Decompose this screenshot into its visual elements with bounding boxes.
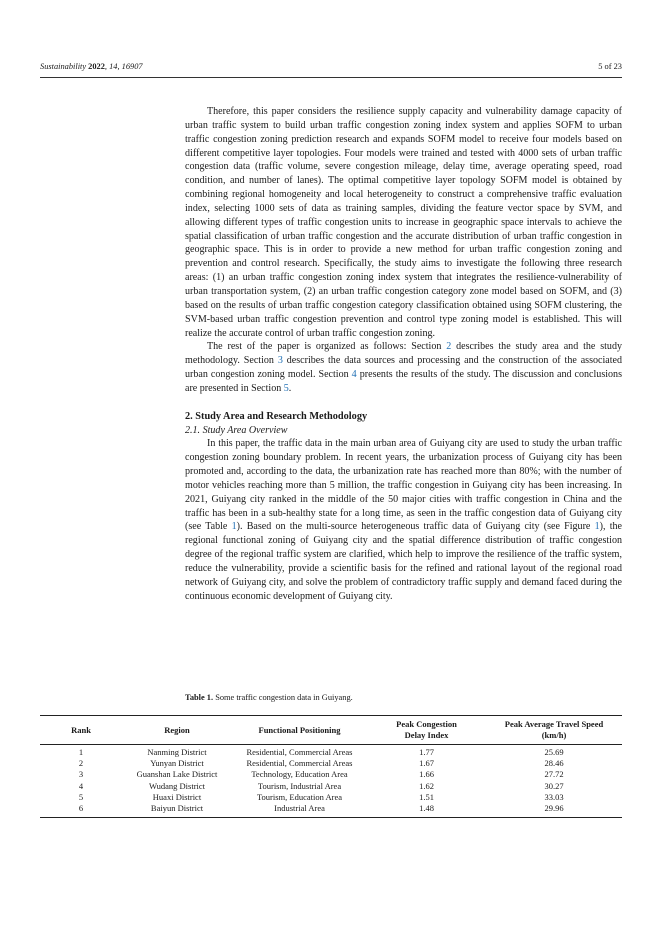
cell-rank: 6 — [78, 803, 84, 814]
cell-speed: 29.96 — [544, 803, 564, 814]
journal-year: 2022 — [88, 62, 105, 71]
table-1-caption — [185, 693, 353, 702]
table-1-link[interactable]: 1 — [231, 521, 237, 533]
congestion-data-table — [40, 715, 622, 818]
text-run: The rest of the paper is organized as follows: Section — [207, 341, 447, 353]
cell-functional: Industrial Area — [274, 803, 325, 814]
table-row — [40, 758, 622, 769]
text-run: describes the data sources and processing and the construction of the associated urban congestion zoning model. Section — [185, 355, 622, 381]
cell-region: Guanshan Lake District — [136, 769, 218, 780]
cell-delay-index: 1.48 — [419, 803, 434, 814]
section-3-link[interactable]: 3 — [277, 355, 283, 367]
table-caption-text: Some traffic congestion data in Guiyang. — [213, 693, 353, 702]
table-caption-label: Table 1. — [185, 693, 214, 702]
text-run: . — [288, 382, 292, 394]
cell-functional: Tourism, Industrial Area — [257, 780, 342, 791]
journal-volume: , 14, 16907 — [104, 62, 143, 71]
cell-rank: 4 — [78, 780, 84, 791]
cell-delay-index: 1.67 — [419, 758, 434, 769]
section-5-link[interactable]: 5 — [283, 382, 289, 394]
text-run: presents the results of the study. The discussion and conclusions are presented in Section — [185, 369, 622, 394]
figure-1-link[interactable]: 1 — [594, 521, 600, 533]
text-run: ). Based on the multi-source heterogeneous traffic data of Guiyang city (see Figure — [236, 521, 595, 533]
cell-speed: 25.69 — [544, 747, 564, 758]
header-divider — [40, 77, 622, 78]
table-row — [40, 769, 622, 780]
section-2-link[interactable]: 2 — [446, 341, 452, 353]
cell-region: Baiyun District — [150, 803, 204, 814]
header-region: Region — [164, 724, 190, 735]
cell-rank: 2 — [78, 758, 84, 769]
table-row — [40, 803, 622, 818]
cell-delay-index: 1.62 — [419, 780, 434, 791]
header-rank: Rank — [71, 724, 91, 735]
cell-speed: 27.72 — [544, 769, 564, 780]
journal-citation — [40, 62, 143, 71]
table-row — [40, 792, 622, 803]
table-row — [40, 745, 622, 759]
cell-functional: Residential, Commercial Areas — [246, 747, 353, 758]
cell-delay-index: 1.66 — [419, 769, 434, 780]
main-text-column — [185, 105, 622, 603]
section-4-link[interactable]: 4 — [351, 369, 357, 381]
cell-rank: 5 — [78, 791, 84, 802]
page-number: 5 of 23 — [598, 62, 622, 71]
text-run: ), the regional functional zoning of Guiyang city and the spatial difference distribution of traffic congestion degree of the regional traffic system are clarified, which help to improve the resilience of the traffic system, reduce the vulnerability, provide a scientific basis for the refined and rational layout of the regional road network of Guiyang city, and solve the problem of contradictory traffic supply and demand faced during the continuous economic development of Guiyang city. — [185, 521, 622, 602]
header-functional-positioning: Functional Positioning — [258, 724, 341, 735]
cell-speed: 30.27 — [544, 780, 564, 791]
table-row — [40, 781, 622, 792]
cell-rank: 1 — [78, 747, 84, 758]
cell-delay-index: 1.51 — [419, 791, 434, 802]
page-header — [40, 62, 622, 71]
cell-delay-index: 1.77 — [419, 747, 434, 758]
cell-rank: 3 — [78, 769, 84, 780]
cell-functional: Residential, Commercial Areas — [246, 758, 353, 769]
intro-paragraph-1: Therefore, this paper considers the resilience supply capacity and vulnerability damage capacity of urban traffic system to build urban traffic congestion zoning index system and applies SOFM to urban traffic congestion zoning prediction research and expands SOFM model to receive four models based on different competitive layer topologies. Four models were trained and tested with 4000 sets of urban traffic congestion data (traffic volume, severe congestion mileage, delay time, average operating speed, road condition, and number of lanes). The optimal competitive layer topology SOFM model is obtained by combining regional homogeneity and local heterogeneity to construct a comprehensive traffic evaluation index, selecting 1000 sets of data as training samples, dividing the feature vector space by SVM, and allowing different types of traffic congestion units to increase in geographic space intervals to achieve the spatial classification of urban traffic congestion and the accurate distribution of urban traffic congestion in geographic space. This is in order to provide a new method for urban traffic congestion zoning and prevention and control research. Specifically, the study aims to investigate the following three research areas: (1) an urban traffic congestion zoning index system that integrates the resilience-vulnerability of urban transportation system, (2) an urban traffic congestion category zone model based on SOFM, and (3) based on the results of urban traffic congestion category classification obtained using SOFM clustering, the SVM-based urban traffic congestion prevention and control type zoning model is established. This will realize the accurate control of urban traffic congestion zoning. — [185, 106, 622, 339]
intro-paragraph-2 — [185, 340, 622, 395]
header-peak-average-travel-speed: Peak Average Travel Speed (km/h) — [504, 719, 604, 740]
journal-name: Sustainability — [40, 62, 87, 71]
subsection-2-1-heading: 2.1. Study Area Overview — [185, 424, 288, 436]
cell-region: Nanming District — [147, 747, 207, 758]
text-run: In this paper, the traffic data in the main urban area of Guiyang city are used to study the urban traffic congestion zoning boundary problem. In recent years, the urbanization process of Guiyang city has been promoted and, according to the data, the urbanization rate has reached more than 80%; with the number of motor vehicles reaching more than 5 million, the traffic congestion in Guiyang city has been increasing. In 2021, Guiyang city ranked in the middle of the 50 major cities with traffic congestion in China and the traffic has been in a sub-healthy state for a long time, as seen in the traffic congestion data of Guiyang city (see Table — [185, 438, 622, 533]
cell-region: Wudang District — [148, 780, 206, 791]
cell-speed: 28.46 — [544, 758, 564, 769]
text-run: describes the study area and the study methodology. Section — [185, 341, 622, 367]
header-peak-congestion-delay-index: Peak Congestion Delay Index — [396, 719, 457, 740]
cell-region: Huaxi District — [152, 791, 202, 802]
cell-functional: Technology, Education Area — [251, 769, 348, 780]
study-area-paragraph — [185, 437, 622, 603]
cell-speed: 33.03 — [544, 791, 564, 802]
table-header-row — [40, 716, 622, 745]
cell-functional: Tourism, Education Area — [256, 791, 343, 802]
section-2-heading: 2. Study Area and Research Methodology — [185, 410, 368, 422]
cell-region: Yunyan District — [150, 758, 204, 769]
